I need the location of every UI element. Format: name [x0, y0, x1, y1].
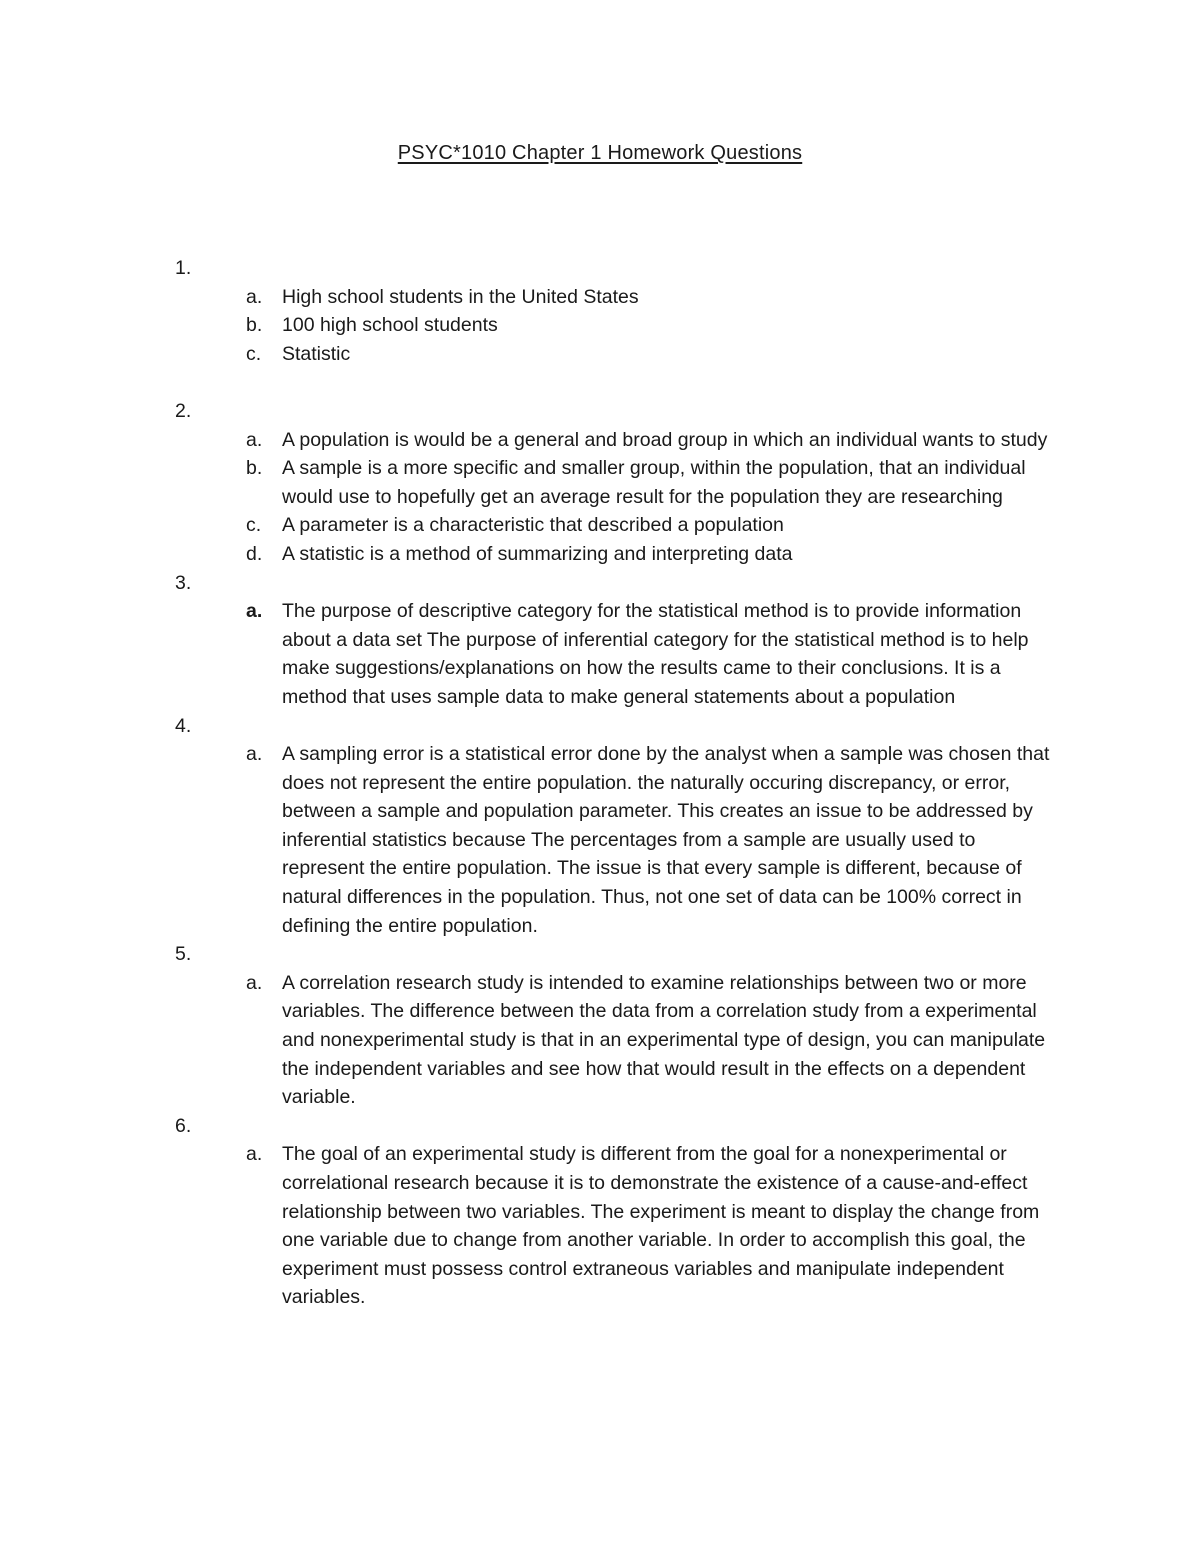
item-text: A population is would be a general and broad group in which an individual wants to study: [282, 428, 1048, 451]
answer-item: [0, 511, 1062, 540]
item-text: Statistic: [282, 342, 351, 365]
answer-item: [0, 283, 1062, 312]
item-letter: a.: [246, 428, 263, 451]
question-6: [0, 1112, 1200, 1312]
answer-item: [0, 597, 1062, 711]
item-letter: d.: [246, 542, 263, 565]
item-text: The goal of an experimental study is different from the goal for a nonexperimental or correlational research because it is to demonstrate the existence of a cause-and-effect relationship between two variables. The experiment is meant to display the change from one variable due to change from another variable. In order to accomplish this goal, the experiment must possess control extraneous variables and manipulate independent variables.: [282, 1143, 1040, 1309]
question-2: [0, 397, 1200, 569]
question-5: [0, 940, 1200, 1112]
question-number: 1.: [175, 257, 192, 279]
question-1: [0, 254, 1200, 368]
item-letter: c.: [246, 342, 262, 365]
item-letter: b.: [246, 314, 263, 337]
question-number: 2.: [175, 399, 192, 422]
item-text: A sample is a more specific and smaller group, within the population, that an individual would use to hopefully get an average result for the population they are researching: [282, 457, 1026, 508]
item-text: A sampling error is a statistical error done by the analyst when a sample was chosen that does not represent the entire population. the naturally occuring discrepancy, or error, between a sample and population parameter. This creates an issue to be addressed by inferential statistics because The percentages from a sample are usually used to represent the entire population. The issue is that every sample is different, because of natural differences in the population. Thus, not one set of data can be 100% correct in defining the entire population.: [282, 743, 1050, 937]
question-list: [0, 254, 1200, 1312]
question-number: 6.: [175, 1114, 192, 1137]
item-text: 100 high school students: [282, 314, 498, 337]
item-letter: a.: [246, 600, 263, 623]
question-number: 5.: [175, 943, 192, 966]
item-text: A statistic is a method of summarizing and interpreting data: [282, 542, 793, 565]
answer-item: [0, 426, 1062, 455]
answer-item: [0, 1140, 1062, 1312]
question-number: 3.: [175, 571, 192, 594]
answer-item: [0, 740, 1062, 940]
question-3: [0, 569, 1200, 712]
item-letter: b.: [246, 457, 263, 480]
answer-item: [0, 454, 1062, 511]
item-letter: a.: [246, 971, 263, 994]
page-title: PSYC*1010 Chapter 1 Homework Questions: [397, 142, 803, 164]
item-letter: a.: [246, 743, 263, 766]
answer-item: [0, 969, 1062, 1112]
item-text: The purpose of descriptive category for the statistical method is to provide information about a data set The purpose of inferential category for the statistical method is to help make suggestions/explanations on how the results came to their conclusions. It is a method that uses sample data to make general statements about a population: [282, 600, 1029, 708]
answer-item: [0, 340, 1062, 369]
item-letter: c.: [246, 514, 262, 537]
blank-line: [0, 368, 1200, 397]
item-text: High school students in the United States: [282, 285, 639, 308]
question-4: [0, 712, 1200, 941]
item-letter: a.: [246, 285, 263, 308]
item-text: A parameter is a characteristic that described a population: [282, 514, 784, 537]
answer-item: [0, 311, 1062, 340]
question-number: 4.: [175, 714, 192, 737]
item-letter: a.: [246, 1143, 263, 1166]
item-text: A correlation research study is intended to examine relationships between two or more variables. The difference between the data from a correlation study from a experimental and nonexperimental study is that in an experimental type of design, you can manipulate the independent variables and see how that would result in the effects on a dependent variable.: [282, 971, 1046, 1109]
answer-item: [0, 540, 1062, 569]
